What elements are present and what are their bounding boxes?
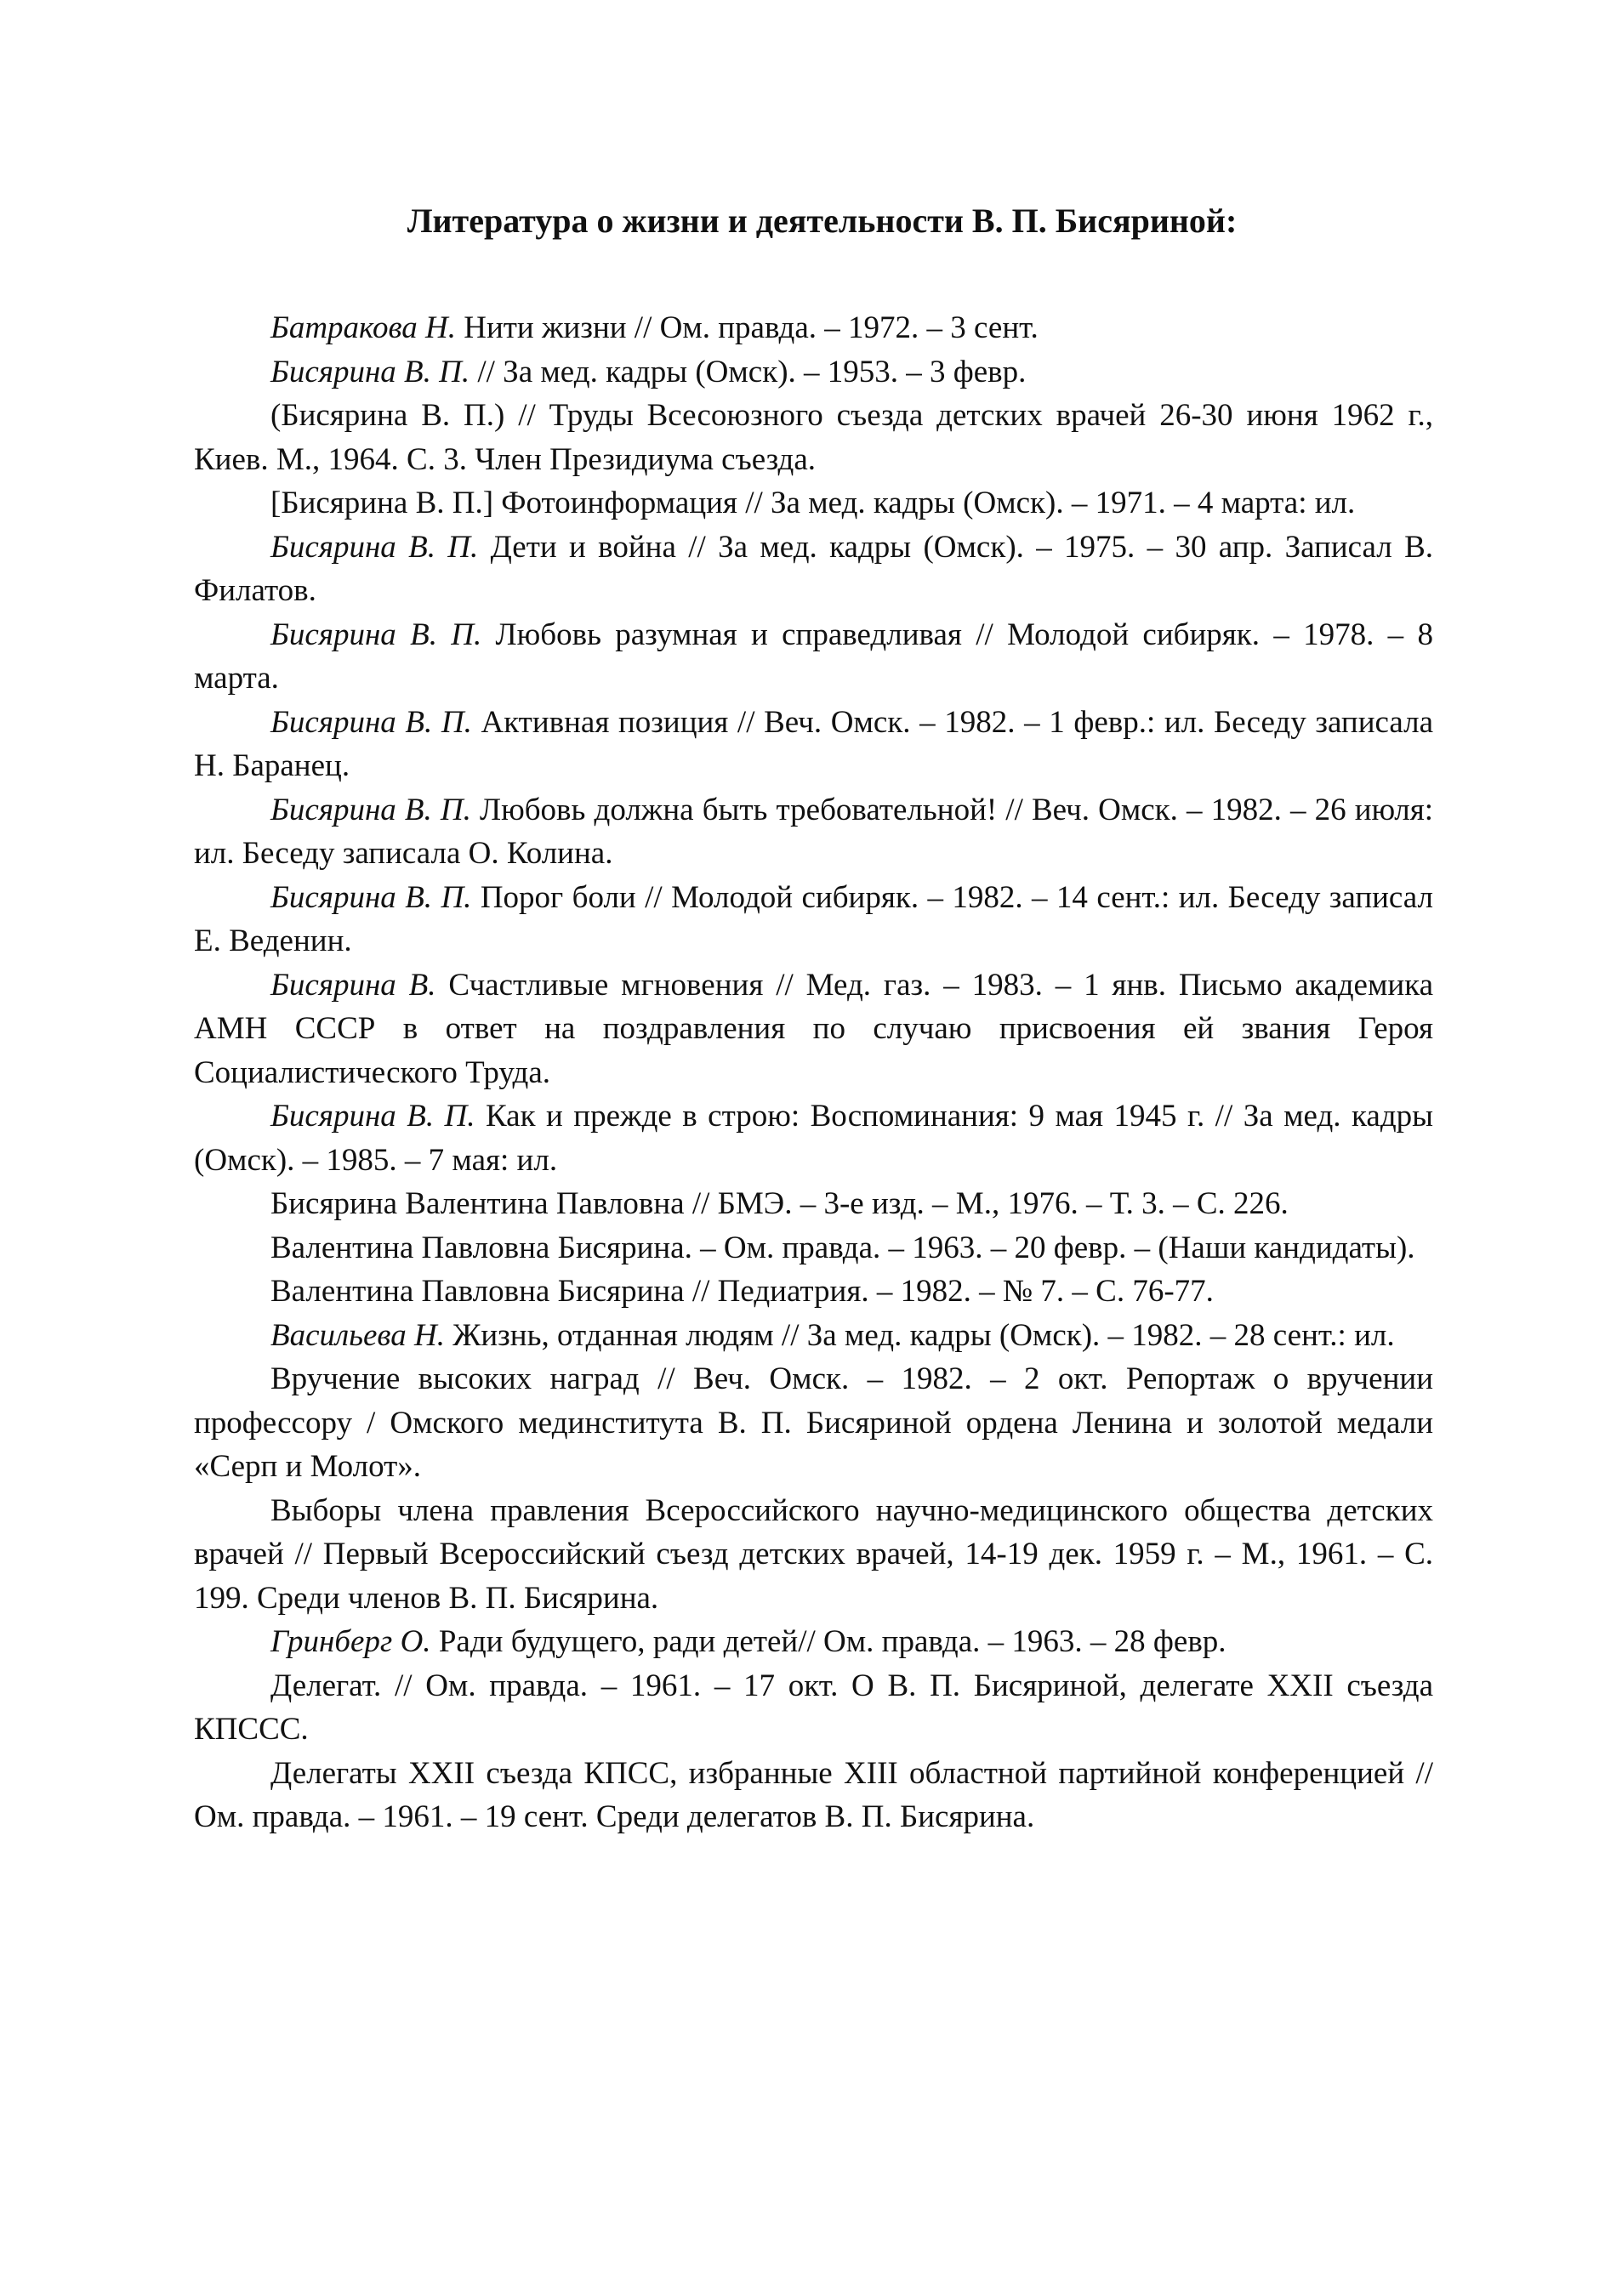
- entry-text: Любовь разумная и справедливая // Молодой сибиряк. – 1978. – 8 марта.: [194, 617, 1433, 696]
- entry-text: Делегат. // Ом. правда. – 1961. – 17 окт. О В. П. Бисяриной, делегате XXII съезда КПССС.: [194, 1668, 1433, 1747]
- entry-text: Валентина Павловна Бисярина // Педиатрия. – 1982. – № 7. – С. 76-77.: [270, 1274, 1214, 1309]
- bibliography-entry: [194, 963, 1433, 1095]
- entry-author: Бисярина В. П.: [270, 879, 472, 915]
- bibliography-list: [194, 306, 1433, 1839]
- entry-text: Выборы члена правления Всероссийского научно-медицинского общества детских врачей // Первый Всероссийский съезд детских врачей, 14-19 дек. 1959 г. – М., 1961. – С. 199. Среди членов В. П. Бисярина.: [194, 1492, 1433, 1616]
- entry-author: Бисярина В. П.: [270, 1099, 475, 1134]
- entry-text: Как и прежде в строю: Воспоминания: 9 мая 1945 г. // За мед. кадры (Омск). – 1985. – 7 мая: ил.: [194, 1099, 1433, 1178]
- entry-text: (Бисярина В. П.) // Труды Всесоюзного съезда детских врачей 26-30 июня 1962 г., Киев. М., 1964. С. 3. Член Президиума съезда.: [194, 398, 1433, 477]
- bibliography-entry: [194, 1270, 1433, 1314]
- bibliography-entry: [194, 1182, 1433, 1226]
- entry-text: Любовь должна быть требовательной! // Веч. Омск. – 1982. – 26 июля: ил. Беседу записала О. Колина.: [194, 792, 1434, 871]
- entry-author: Гринберг О.: [270, 1624, 431, 1659]
- entry-text: Жизнь, отданная людям // За мед. кадры (Омск). – 1982. – 28 сент.: ил.: [444, 1317, 1395, 1353]
- entry-text: Дети и война // За мед. кадры (Омск). – 1975. – 30 апр. Записал В. Филатов.: [194, 529, 1433, 608]
- bibliography-entry: [194, 613, 1433, 701]
- entry-author: Бисярина В. П.: [270, 704, 472, 740]
- entry-text: Счастливые мгновения // Мед. газ. – 1983. – 1 янв. Письмо академика АМН СССР в ответ на поздравления по случаю присвоения ей звания Героя Социалистического Труда.: [194, 967, 1433, 1090]
- entry-text: Ради будущего, ради детей// Ом. правда. – 1963. – 28 февр.: [430, 1624, 1226, 1659]
- bibliography-entry: [194, 350, 1433, 395]
- bibliography-entry: [194, 306, 1433, 350]
- entry-author: Васильева Н.: [270, 1317, 445, 1353]
- bibliography-entry: [194, 526, 1433, 613]
- bibliography-entry: [194, 1226, 1433, 1270]
- bibliography-entry: [194, 1357, 1433, 1489]
- entry-text: Вручение высоких наград // Веч. Омск. – 1982. – 2 окт. Репортаж о вручении профессору / Омского мединститута В. П. Бисяриной ордена Ленина и золотой медали «Серп и Молот».: [194, 1361, 1433, 1484]
- entry-author: Бисярина В. П.: [270, 529, 479, 565]
- bibliography-entry: [194, 1752, 1433, 1839]
- entry-text: Валентина Павловна Бисярина. – Ом. правда. – 1963. – 20 февр. – (Наши кандидаты).: [270, 1230, 1415, 1265]
- entry-text: Нити жизни // Ом. правда. – 1972. – 3 сент.: [455, 310, 1039, 345]
- page-title: Литература о жизни и деятельности В. П. Бисяриной:: [407, 202, 1238, 240]
- entry-text: // За мед. кадры (Омск). – 1953. – 3 февр.: [470, 354, 1027, 389]
- bibliography-entry: [194, 788, 1433, 876]
- bibliography-entry: [194, 701, 1433, 788]
- document-page: [194, 197, 1433, 1839]
- entry-text: Бисярина Валентина Павловна // БМЭ. – 3-е изд. – М., 1976. – Т. 3. – С. 226.: [270, 1186, 1289, 1221]
- entry-author: Батракова Н.: [270, 310, 456, 345]
- entry-text: Активная позиция // Веч. Омск. – 1982. – 1 февр.: ил. Беседу записала Н. Баранец.: [194, 704, 1434, 783]
- entry-author: Бисярина В. П.: [270, 792, 471, 827]
- bibliography-entry: [194, 1094, 1433, 1182]
- bibliography-entry: [194, 481, 1433, 526]
- bibliography-entry: [194, 1620, 1433, 1664]
- bibliography-entry: [194, 1664, 1433, 1752]
- bibliography-entry: [194, 1314, 1433, 1358]
- bibliography-entry: [194, 1489, 1433, 1621]
- entry-author: Бисярина В.: [270, 967, 436, 1003]
- entry-author: Бисярина В. П.: [270, 617, 482, 652]
- entry-text: Порог боли // Молодой сибиряк. – 1982. – 14 сент.: ил. Беседу записал Е. Веденин.: [194, 879, 1433, 958]
- bibliography-entry: [194, 876, 1433, 963]
- bibliography-entry: [194, 394, 1433, 481]
- entry-text: Делегаты XXII съезда КПСС, избранные XIII областной партийной конференцией // Ом. правда. – 1961. – 19 сент. Среди делегатов В. П. Бисярина.: [194, 1755, 1433, 1834]
- entry-text: [Бисярина В. П.] Фотоинформация // За мед. кадры (Омск). – 1971. – 4 марта: ил.: [270, 486, 1356, 520]
- entry-author: Бисярина В. П.: [270, 354, 470, 389]
